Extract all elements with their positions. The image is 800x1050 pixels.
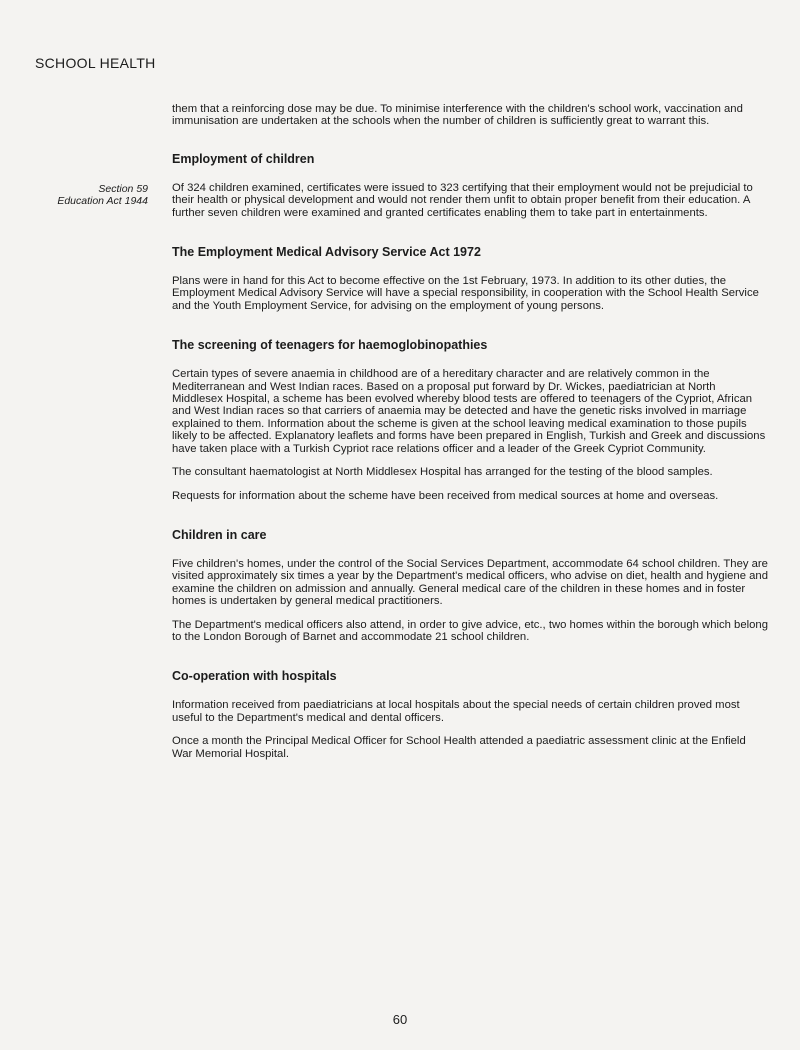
heading-children-in-care: Children in care bbox=[172, 527, 267, 542]
heading-screening: The screening of teenagers for haemoglobinopathies bbox=[172, 338, 488, 353]
employment-block bbox=[57, 181, 768, 219]
advisory-paragraph: Plans were in hand for this Act to become effective on the 1st February, 1973. In addition to its other duties, the Employment Medical Advisory Service will have a special responsibility, in cooperation with the School Health Service and the Youth Employment Service, for advising on the employment of young persons. bbox=[172, 275, 759, 312]
hospitals-paragraph-1: Information received from paediatricians at local hospitals about the special needs of certain children proved most useful to the Department's medical and dental officers. bbox=[172, 699, 740, 724]
heading-hospitals: Co-operation with hospitals bbox=[172, 669, 337, 684]
screening-paragraph-2: The consultant haematologist at North Middlesex Hospital has arranged for the testing of the blood samples. bbox=[172, 466, 713, 479]
running-head: SCHOOL HEALTH bbox=[35, 55, 156, 71]
intro-paragraph: them that a reinforcing dose may be due. To minimise interference with the children's school work, vaccination and immunisation are undertaken at the schools when the number of children is sufficiently great to warrant this. bbox=[172, 103, 743, 128]
care-paragraph-2: The Department's medical officers also attend, in order to give advice, etc., two homes within the borough which belong to the London Borough of Barnet and accommodate 21 school children. bbox=[172, 618, 768, 643]
hospitals-paragraph-2: Once a month the Principal Medical Officer for School Health attended a paediatric assessment clinic at the Enfield War Memorial Hospital. bbox=[172, 735, 746, 760]
screening-paragraph-1: Certain types of severe anaemia in childhood are of a hereditary character and are relatively common in the Mediterranean and West Indian races. Based on a proposal put forward by Dr. Wickes, paediatrician at North Middlesex Hospital, a scheme has been evolved whereby blood tests are offered to teenagers of the Cypriot, African and West Indian races so that carriers of anaemia may be detected and have the genetic risks involved in marriage explained to them. Information about the scheme is given at the school leaving medical examination to those pupils likely to be affected. Explanatory leaflets and forms have been prepared in English, Turkish and Greek and discussions have taken place with a Turkish Cypriot race relations officer and a leader of the Greek Cypriot Community. bbox=[172, 368, 766, 455]
margin-note-line-2: Education Act 1944 bbox=[57, 195, 148, 208]
page-number: 60 bbox=[392, 1012, 408, 1027]
heading-employment: Employment of children bbox=[172, 151, 315, 166]
screening-paragraph-3: Requests for information about the scheme have been received from medical sources at home and overseas. bbox=[172, 489, 719, 502]
margin-note-line-1: Section 59 bbox=[98, 182, 148, 195]
heading-advisory-service: The Employment Medical Advisory Service Act 1972 bbox=[172, 245, 481, 260]
margin-note-section-59 bbox=[0, 183, 148, 208]
page-content bbox=[57, 103, 768, 771]
employment-paragraph: Of 324 children examined, certificates were issued to 323 certifying that their employment would not be prejudicial to their health or physical development and would not render them unfit to obtain proper benefit from their education. A further seven children were examined and granted certificates enabling them to take part in entertainments. bbox=[172, 181, 753, 219]
care-paragraph-1: Five children's homes, under the control of the Social Services Department, accommodate 64 school children. They are visited approximately six times a year by the Department's medical officers, who advise on diet, health and hygiene and examine the children on admission and annually. General medical care of the children in these homes and in foster homes is undertaken by general medical practitioners. bbox=[172, 557, 768, 608]
